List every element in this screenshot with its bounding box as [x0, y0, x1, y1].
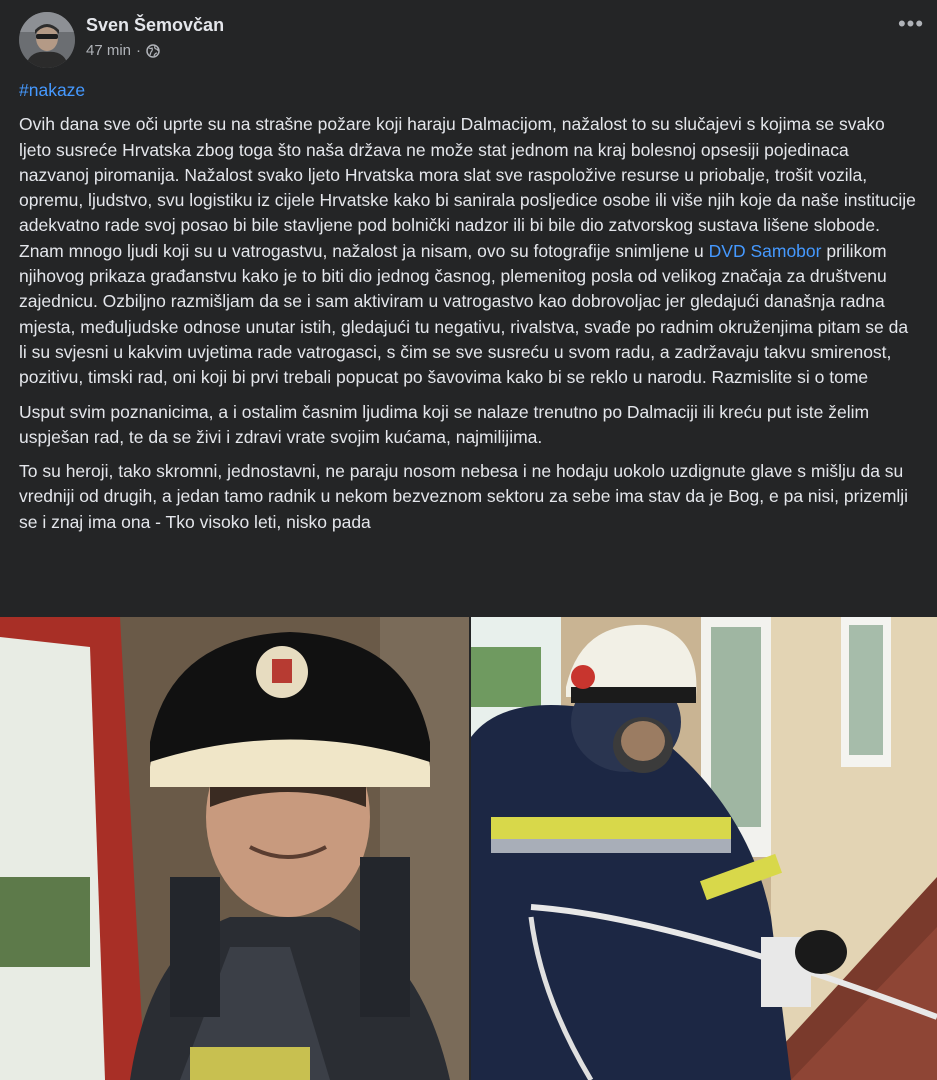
paragraph-1-text-b: prilikom njihovog prikaza građanstvu kako je to biti dio jednog časnog, plemenitog posla od velikog značaja za društvenu zajednicu. Ozbiljno razmišljam da se i sam aktiviram u vatrogastvo kao dobrovoljac jer gledajući današnja radna mjesta, međuljudske odnose unutar istih, gledajući tu negativu, rivalstva, svađe po radnim okruženjima pitam se da li su svjesni u kakvim uvjetima rade vatrogasci, s čim se sve susreću u svom radu, a zadržavaju takvu smirenost, pozitivu, timski rad, oni koji bi prvi trebali popucat po šavovima kako bi se reklo u narodu. Razmislite si o tome	[19, 240, 909, 388]
post-meta	[86, 13, 224, 61]
author-name[interactable]: Sven Šemovčan	[86, 15, 225, 35]
separator-dot: ·	[136, 42, 142, 59]
post-timestamp[interactable]: 47 min	[86, 42, 132, 59]
photo-grid	[0, 617, 937, 1080]
paragraph-1-text-a: Ovih dana sve oči uprte su na strašne požare koji haraju Dalmacijom, nažalost to su slučajevi s kojima se svako ljeto susreće Hrvatska zbog toga što naša država ne može stat jednom na kraj bolesnoj opsesiji pojedinaca nazvanoj piromanija. Nažalost svako ljeto Hrvatska mora slat sve raspoložive resurse u priobalje, trošit vozila, opremu, ljudstvo, svu logistiku iz cijele Hrvatske kako bi sanirala posljedice osobe ili više njih koje da naše institucije adekvatno rade svoj posao bi bile stavljene pod bolnički nadzor ili bi bile dio zatvorskog sustava lišene slobode. Znam mnogo ljudi koji su u vatrogastvu, nažalost ja nisam, ovo su fotografije snimljene u	[19, 114, 916, 261]
dvd-samobor-link[interactable]: DVD Samobor	[708, 240, 822, 261]
author-avatar[interactable]	[19, 12, 75, 68]
post-body	[19, 78, 919, 544]
hashtag-link[interactable]: #nakaze	[19, 80, 86, 100]
post-header	[19, 12, 919, 68]
globe-icon[interactable]	[146, 44, 160, 58]
more-options-icon[interactable]	[893, 12, 929, 36]
paragraph-2: Usput svim poznanicima, a i ostalim časnim ljudima koji se nalaze trenutno po Dalmaciji ili kreću put iste želim uspješan rad, te da se živi i zdravi vrate svojim kućama, najmilijima.	[19, 401, 870, 447]
photo-firefighter-rope[interactable]	[471, 617, 937, 1080]
more-options-label: •••	[897, 11, 925, 36]
photo-firefighter-selfie[interactable]	[0, 617, 469, 1080]
hashtag-line	[19, 78, 919, 103]
paragraph-1	[19, 112, 919, 390]
paragraph-3: To su heroji, tako skromni, jednostavni, ne paraju nosom nebesa i ne hodaju uokolo uzdignute glave s mišlju da su vredniji od drugih, a jedan tamo radnik u nekom bezveznom sektoru za sebe ima stav da je Bog, e pa nisi, prizemlji se i znaj ima ona - Tko visoko leti, nisko pada	[19, 461, 909, 532]
post-subline	[86, 41, 224, 61]
